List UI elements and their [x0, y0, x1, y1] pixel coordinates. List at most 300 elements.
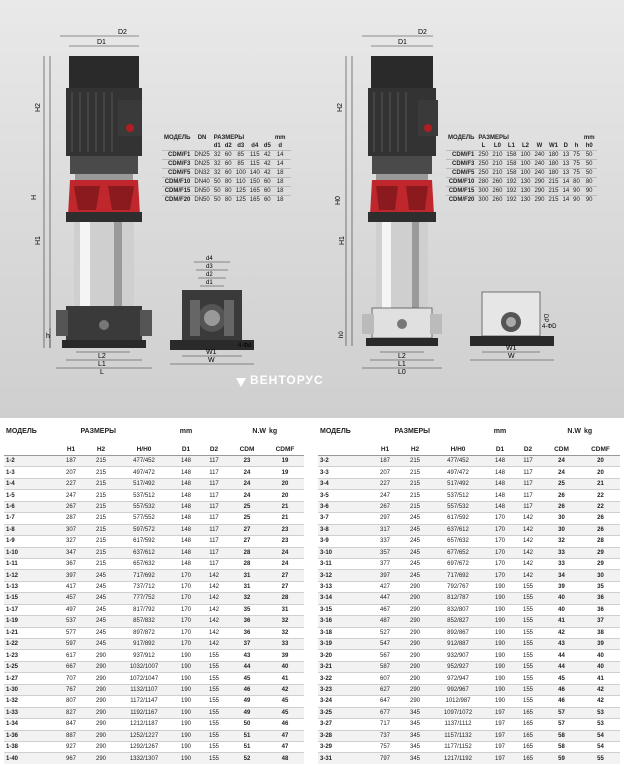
cell-cdmf: 27 [281, 584, 289, 591]
cell-model: 1-19 [6, 618, 19, 625]
cell-h2: 290 [409, 664, 420, 671]
cell-cdmf: 20 [597, 469, 604, 476]
cell-h2: 215 [95, 469, 106, 476]
l-cell: 250 [478, 161, 489, 167]
cell-cdmf: 19 [281, 469, 289, 476]
cell-cdm: 24 [558, 469, 565, 476]
table-row [318, 673, 620, 684]
cell-cdm: 50 [243, 721, 251, 728]
cell-cdm: 31 [243, 572, 251, 579]
cell-d2: 165 [522, 732, 533, 739]
dn-cell: 50 [213, 197, 221, 203]
l-sub: L [481, 143, 486, 149]
cell-model: 1-15 [6, 595, 19, 602]
l-cell: 50 [585, 152, 593, 158]
table-row [318, 730, 620, 741]
table-row [4, 741, 304, 752]
cell-h2: 245 [409, 549, 420, 556]
label-l1: L1 [98, 361, 106, 368]
cell-d2: 155 [208, 698, 219, 705]
label-d1s: d1 [206, 280, 213, 286]
l-cell: 290 [534, 179, 545, 185]
cell-hh0: 577/552 [133, 515, 155, 522]
table-row [318, 536, 620, 547]
cell-hh0: 1132/1107 [130, 686, 158, 693]
cell-d1: 148 [180, 503, 191, 510]
cell-d1: 190 [494, 664, 505, 671]
cell-h1: 847 [65, 721, 76, 728]
dn-table-row [162, 178, 291, 187]
cell-h1: 577 [65, 629, 76, 636]
cell-cdmf: 42 [281, 686, 289, 693]
cell-cdmf: 22 [597, 492, 604, 499]
cell-d1: 190 [494, 641, 505, 648]
table-row [318, 490, 620, 501]
cell-hh0: 912/887 [447, 641, 469, 648]
dn-cell: 140 [249, 170, 260, 176]
dn-col-sizes: РАЗМЕРЫ [213, 135, 245, 141]
cell-d2: 155 [522, 652, 533, 659]
cell-cdmf: 21 [281, 515, 289, 522]
cell-cdm: 33 [558, 549, 565, 556]
cell-d1: 190 [180, 686, 191, 693]
cell-d1: 170 [180, 572, 191, 579]
cell-hh0: 717/692 [133, 572, 155, 579]
cell-d2: 142 [522, 515, 533, 522]
l-table-row [446, 178, 597, 187]
cell-d2: 117 [523, 481, 533, 488]
cell-hh0: 1217/1192 [444, 755, 472, 762]
cell-cdm: 44 [243, 664, 251, 671]
cell-cdm: 46 [558, 686, 565, 693]
cell-cdm: 58 [558, 744, 565, 751]
cell-d1: 197 [494, 709, 505, 716]
cell-hh0: 477/452 [447, 458, 469, 465]
cell-hh0: 792/767 [447, 584, 469, 591]
table-row [318, 501, 620, 512]
cell-cdmf: 53 [597, 709, 604, 716]
cell-model: 3-24 [320, 698, 333, 705]
cell-h1: 457 [65, 595, 76, 602]
cell-h1: 247 [65, 492, 76, 499]
table-row [4, 604, 304, 615]
dn-table-row [162, 151, 291, 160]
cell-hh0: 892/867 [447, 629, 469, 636]
cell-d2: 155 [522, 584, 533, 591]
l-cell: 14 [562, 188, 570, 194]
cell-model: 1-17 [6, 606, 19, 613]
dn-table-row [162, 160, 291, 169]
cell-d1: 170 [494, 526, 505, 533]
l-cell: 210 [492, 170, 503, 176]
cell-h2: 215 [409, 503, 420, 510]
cell-cdmf: 39 [281, 652, 289, 659]
cell-model: 3-22 [320, 675, 333, 682]
cell-d2: 165 [522, 721, 533, 728]
cell-hh0: 1177/1152 [444, 744, 472, 751]
l-table-row [446, 151, 597, 160]
l-cell: 290 [534, 188, 545, 194]
label-l2-right: L2 [398, 353, 406, 360]
cell-h2: 245 [409, 538, 420, 545]
col-unit: mm [179, 428, 193, 435]
label-dp: DP [542, 314, 548, 323]
cell-h1: 227 [65, 481, 76, 488]
right-pump [335, 29, 442, 376]
table-row [4, 707, 304, 718]
cell-h1: 267 [379, 503, 390, 510]
cell-hh0: 537/512 [133, 492, 155, 499]
cell-cdm: 24 [243, 481, 251, 488]
cell-d2: 117 [209, 469, 219, 476]
cell-cdm: 31 [243, 584, 251, 591]
cell-model: 3-23 [320, 686, 333, 693]
cell-model: 1-40 [6, 755, 19, 762]
cell-cdmf: 36 [597, 606, 604, 613]
cell-d2: 155 [522, 698, 533, 705]
cell-h1: 497 [65, 606, 76, 613]
dn-cell: 60 [263, 179, 271, 185]
l-cell: 260 [492, 179, 503, 185]
table-row [318, 627, 620, 638]
cell-cdmf: 24 [281, 561, 289, 568]
cell-model: 1-30 [6, 686, 19, 693]
cell-model: 3-8 [320, 526, 329, 533]
cell-hh0: 832/807 [447, 606, 469, 613]
cell-cdmf: 32 [281, 618, 289, 625]
col-model: МОДЕЛЬ [6, 428, 37, 435]
left-pump [31, 29, 152, 376]
cell-d2: 155 [208, 652, 219, 659]
cell-h1: 587 [379, 664, 390, 671]
table-row [4, 547, 304, 558]
label-dd: 4-Φd [238, 343, 252, 349]
cell-cdmf: 47 [281, 732, 289, 739]
cell-d1: 148 [494, 503, 505, 510]
label-w: W [208, 357, 215, 364]
cell-cdm: 30 [558, 515, 565, 522]
table-row [4, 650, 304, 661]
cell-model: 3-10 [320, 549, 333, 556]
cell-cdmf: 23 [281, 538, 289, 545]
dn-cell: 60 [263, 197, 271, 203]
cell-d2: 155 [522, 595, 533, 602]
l-cell: 250 [478, 152, 489, 158]
cell-model: 1-7 [6, 515, 15, 522]
cell-d2: 155 [522, 675, 533, 682]
cell-cdmf: 32 [281, 629, 289, 636]
l-cell: 75 [573, 161, 580, 167]
logo-mark-icon [236, 378, 246, 387]
table-row [4, 719, 304, 730]
cell-d1: 197 [494, 721, 505, 728]
cell-h1: 207 [379, 469, 390, 476]
l-col-model: МОДЕЛЬ [448, 135, 475, 141]
dn-cell: 18 [276, 170, 284, 176]
dn-model: CDM/F15 [164, 188, 191, 194]
cell-model: 3-3 [320, 469, 329, 476]
table-row [318, 684, 620, 695]
label-d4: d4 [206, 256, 213, 262]
l-table-wrap [446, 134, 616, 234]
l-cell: 100 [520, 170, 531, 176]
cell-cdm: 26 [558, 503, 565, 510]
cell-model: 3-14 [320, 595, 333, 602]
cell-hh0: 1192/1167 [130, 709, 158, 716]
cell-cdm: 32 [558, 538, 565, 545]
col-nw-unit-r: kg [584, 428, 593, 435]
col-nw: N.W [252, 428, 266, 435]
cell-cdm: 45 [243, 675, 251, 682]
cell-cdm: 58 [558, 732, 565, 739]
l-cell: 300 [478, 188, 489, 194]
cell-hh0: 937/912 [133, 652, 155, 659]
cell-hh0: 897/872 [133, 629, 155, 636]
cell-cdm: 46 [558, 698, 565, 705]
col-cdmf: CDMF [266, 445, 304, 456]
l-cell: 130 [520, 197, 531, 203]
cell-h2: 245 [409, 561, 420, 568]
dn-cell: 85 [237, 152, 245, 158]
l-cell: 80 [585, 179, 593, 185]
cell-cdmf: 54 [597, 744, 604, 751]
cell-hh0: 852/827 [447, 618, 469, 625]
l-cell: 75 [573, 152, 580, 158]
cell-d1: 190 [494, 618, 505, 625]
cell-h2: 290 [409, 686, 420, 693]
cell-cdmf: 48 [281, 755, 289, 762]
cell-model: 1-32 [6, 698, 19, 705]
cell-h1: 707 [65, 675, 76, 682]
cell-d1: 190 [180, 721, 191, 728]
cell-h2: 215 [409, 469, 420, 476]
cell-d2: 117 [209, 549, 219, 556]
cell-h1: 187 [65, 458, 76, 465]
cell-hh0: 677/652 [447, 549, 469, 556]
table-row [318, 707, 620, 718]
table-row [4, 570, 304, 581]
cell-d2: 142 [208, 606, 219, 613]
dn-cell: 18 [276, 179, 284, 185]
cell-d1: 148 [180, 458, 191, 465]
cell-cdmf: 35 [597, 584, 604, 591]
cell-model: 3-9 [320, 538, 329, 545]
cell-cdm: 42 [558, 629, 565, 636]
cell-cdmf: 19 [281, 458, 289, 465]
l-cell: 240 [534, 152, 545, 158]
cell-cdm: 44 [558, 652, 565, 659]
col-h2-r: H2 [400, 445, 430, 456]
dn-value: DN50 [194, 188, 210, 194]
cell-cdm: 23 [243, 458, 251, 465]
cell-cdmf: 27 [281, 572, 289, 579]
cell-model: 1-22 [6, 641, 19, 648]
table-row [4, 673, 304, 684]
cell-cdm: 26 [558, 492, 565, 499]
cell-d1: 148 [494, 458, 505, 465]
cell-d2: 142 [522, 561, 533, 568]
cell-h1: 487 [379, 618, 390, 625]
cell-hh0: 637/612 [133, 549, 155, 556]
cell-model: 1-8 [6, 526, 15, 533]
cell-cdmf: 24 [281, 549, 289, 556]
cell-hh0: 1292/1267 [129, 744, 159, 751]
cell-h1: 537 [65, 618, 76, 625]
cell-h1: 647 [379, 698, 390, 705]
cell-cdm: 24 [243, 469, 251, 476]
l-model: CDM/F10 [448, 179, 475, 185]
cell-d1: 170 [180, 629, 191, 636]
cell-model: 1-4 [6, 481, 15, 488]
table-row [4, 661, 304, 672]
cell-d2: 117 [209, 503, 219, 510]
cell-cdm: 43 [558, 641, 565, 648]
dn-cell: 42 [263, 170, 271, 176]
l-cell: 90 [573, 188, 580, 194]
l-model: CDM/F5 [452, 170, 475, 176]
cell-h2: 290 [409, 698, 420, 705]
table-row [4, 593, 304, 604]
cell-hh0: 597/572 [133, 526, 155, 533]
l-cell: 130 [520, 188, 531, 194]
cell-cdmf: 40 [597, 664, 604, 671]
cell-h2: 290 [409, 606, 420, 613]
table-row [4, 501, 304, 512]
cell-h2: 345 [409, 755, 420, 762]
cell-model: 1-21 [6, 629, 19, 636]
l-cell: 13 [562, 152, 570, 158]
cell-h1: 607 [379, 675, 390, 682]
cell-hh0: 737/712 [133, 584, 155, 591]
table-row [4, 467, 304, 478]
l-cell: 90 [585, 197, 593, 203]
table-row [4, 513, 304, 524]
l-col-sizes: РАЗМЕРЫ [478, 135, 509, 141]
table-row [4, 639, 304, 650]
cell-h1: 467 [379, 606, 390, 613]
cell-hh0: 777/752 [133, 595, 155, 602]
dn-cell: 18 [276, 197, 284, 203]
cell-hh0: 1072/1047 [129, 675, 159, 682]
cell-h2: 245 [95, 629, 106, 636]
cell-h2: 290 [95, 709, 106, 716]
cell-cdm: 40 [558, 606, 565, 613]
cell-model: 1-10 [6, 549, 19, 556]
cell-d2: 117 [209, 561, 219, 568]
cell-hh0: 992/967 [447, 686, 469, 693]
label-h2-right: H2 [337, 103, 344, 112]
cell-h2: 245 [95, 618, 106, 625]
cell-d1: 170 [494, 561, 505, 568]
l-sub: D [563, 143, 568, 149]
cell-hh0: 917/892 [133, 641, 155, 648]
cell-d2: 155 [208, 755, 219, 762]
table-row [318, 661, 620, 672]
cell-d1: 197 [494, 732, 505, 739]
cell-d1: 190 [180, 755, 191, 762]
l-sub: L1 [507, 143, 515, 149]
table-row [318, 467, 620, 478]
col-nw-r: N.W [567, 428, 581, 435]
table-row [318, 604, 620, 615]
cell-cdmf: 55 [597, 755, 604, 762]
cell-cdm: 25 [243, 515, 251, 522]
cell-hh0: 637/612 [447, 526, 469, 533]
label-d2s: d2 [206, 272, 213, 278]
dn-table-row [162, 187, 291, 196]
cell-hh0: 557/532 [447, 503, 469, 510]
cell-h1: 187 [379, 458, 390, 465]
col-d1-r: D1 [486, 445, 514, 456]
cell-cdm: 27 [243, 538, 251, 545]
cell-cdmf: 26 [597, 526, 604, 533]
cell-cdm: 49 [243, 709, 251, 716]
cell-h1: 397 [379, 572, 390, 579]
dn-cell: 165 [249, 188, 260, 194]
cell-cdmf: 33 [281, 641, 289, 648]
table-row [318, 547, 620, 558]
l-sub: L0 [493, 143, 501, 149]
cell-h2: 290 [95, 698, 106, 705]
l-cell: 13 [562, 161, 570, 167]
table-row [318, 456, 620, 467]
cell-cdm: 32 [243, 595, 251, 602]
cell-cdm: 27 [243, 526, 251, 533]
table-row [4, 581, 304, 592]
table-row [318, 593, 620, 604]
cell-cdm: 39 [558, 584, 565, 591]
table-row [318, 696, 620, 707]
cell-model: 3-21 [320, 664, 333, 671]
cell-model: 3-25 [320, 709, 333, 716]
cell-cdm: 34 [558, 572, 565, 579]
cell-d2: 155 [208, 675, 219, 682]
cell-h2: 215 [409, 492, 420, 499]
cell-d1: 190 [180, 744, 191, 751]
cell-cdmf: 47 [281, 744, 289, 751]
cell-d2: 155 [208, 709, 219, 716]
cell-h1: 367 [65, 561, 76, 568]
l-sub: L2 [521, 143, 529, 149]
dn-table-row [162, 196, 291, 205]
cell-h1: 377 [379, 561, 390, 568]
cell-cdmf: 30 [597, 572, 604, 579]
cell-d1: 170 [180, 595, 191, 602]
l-cell: 300 [478, 197, 489, 203]
label-w1-right: W1 [506, 345, 517, 352]
cell-d1: 170 [180, 606, 191, 613]
cell-d2: 142 [522, 572, 533, 579]
table-row [318, 650, 620, 661]
l-cell: 50 [585, 161, 593, 167]
cell-d2: 117 [209, 492, 219, 499]
cell-h1: 547 [379, 641, 390, 648]
table-row [318, 639, 620, 650]
cell-cdmf: 20 [597, 458, 604, 465]
l-cell: 260 [492, 197, 503, 203]
cell-d2: 117 [209, 458, 219, 465]
dn-table-row [162, 169, 291, 178]
table-row [318, 616, 620, 627]
col-d2: D2 [200, 445, 228, 456]
cell-d1: 170 [494, 549, 505, 556]
dn-col-unit: mm [274, 135, 286, 141]
cell-h2: 245 [409, 572, 420, 579]
cell-h2: 290 [409, 641, 420, 648]
cell-h1: 357 [379, 549, 390, 556]
cell-cdm: 46 [243, 686, 251, 693]
cell-cdm: 49 [243, 698, 251, 705]
